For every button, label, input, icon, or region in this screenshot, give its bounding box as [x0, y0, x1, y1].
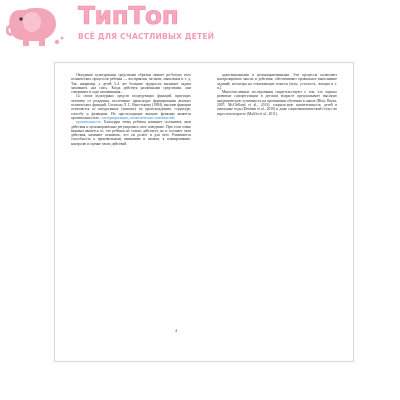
right-paragraph: Многочисленные исследования свидетельствуют о том, что хорошо развитые саморегуляции в детском возрасте предсказывает высокую академическую успешность на протяжении обучения в школе (Blair, Razza, 2007; McClelland et al., 2013), социаль-ную компетентность детей в школьные годы (Denham et al., 2010) и даже социоэкономический статус во взрослом возрасте (Moffitt et al., 2011).	[217, 90, 337, 116]
right-paragraph: адаптационными и целенаправленными. Эти процессы позволяют контролировать мысли и действия, обеспечивают правильное выполнение заданий, несмотря на отвлекающие помехи (шум, усталость, эмоции и т. п.).	[217, 73, 337, 90]
term-link[interactable]: произвольность	[76, 120, 101, 125]
book-spread	[54, 62, 354, 362]
left-paragraph: Овладение культурными средствами образом меняет ра-ботуих всех психических процессов ребенка — восприятия, па-мяти, мышления и т. д. Так, например, у детей 3–4 лет большие трудности вызывает задача запомнить «на глаз». Когда действуя различными средствами, они совершают в ходе запоминания...	[71, 73, 191, 95]
term-link[interactable]: интериоризация	[102, 115, 128, 120]
logo-tagline: ВСЁ ДЛЯ СЧАСТЛИВЫХ ДЕТЕЙ	[78, 32, 215, 41]
left-paragraph: произвольность. Благодаря этому ребенок начинает осознавать свои действия и целенаправленно регулировать свое поведение. При этом очень важным является то, что ребенок не только действует, но и осознает свои действия, начинает понимать, что он делает и для чего. Развивается способность к произвольному вниманию и памяти, к планированию, контролю и оценке своих действий.	[71, 120, 192, 146]
term-link[interactable]: символических заменителей	[129, 115, 175, 120]
brand-header	[6, 1, 215, 48]
left-paragraph: Со своих культурных средств посредующих функций, присущих человеку от рождения, постепенно происходит формирование высших психических функций. Согласно Л. С. Выготскому (1984), высшие функции отличаются от натуральных (низших) по происхождению, структуре, способу и функциям. Их про-исходящие высшие функции является произвольностью... интериоризация, символических заменителей.	[71, 94, 191, 120]
right-page-column	[217, 73, 337, 116]
elephant-icon	[6, 2, 66, 48]
left-page-column	[71, 73, 192, 333]
logo-text: ТипТоп	[78, 1, 179, 30]
page-number: 4	[175, 328, 177, 333]
